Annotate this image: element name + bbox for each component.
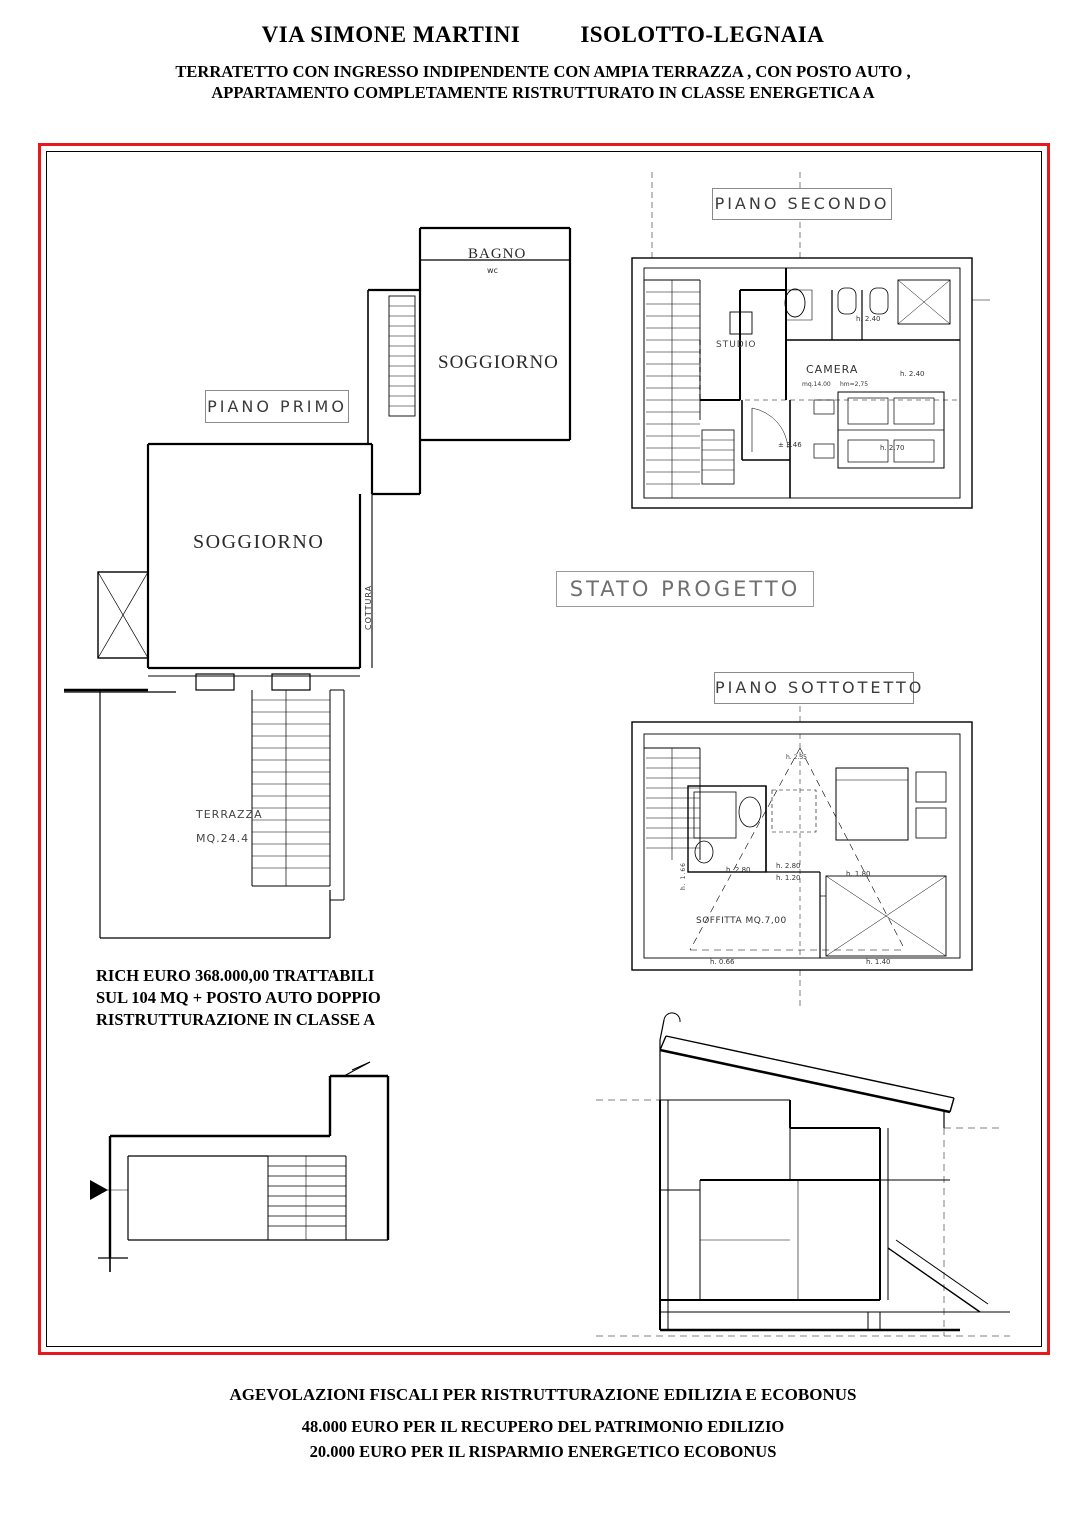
room-label-studio: STUDIO (716, 340, 757, 350)
room-label-bagno: BAGNO (468, 246, 527, 262)
room-label-terrazza: TERRAZZA (196, 808, 263, 821)
price-line-2: SUL 104 MQ + POSTO AUTO DOPPIO (96, 988, 381, 1007)
price-line-3: RISTRUTTURAZIONE IN CLASSE A (96, 1010, 376, 1029)
dim-h066: h. 0.66 (710, 958, 735, 966)
footer-line-2: 48.000 EURO PER IL RECUPERO DEL PATRIMONIO EDILIZIO (301, 1417, 785, 1436)
street-title: VIA SIMONE MARTINI (261, 22, 521, 47)
dim-h346: ± 3.46 (778, 441, 802, 449)
subtitle-line-2: APPARTAMENTO COMPLETAMENTE RISTRUTTURATO IN CLASSE ENERGETICA A (211, 83, 875, 102)
room-label-camera-mq: mq.14.00 (802, 381, 831, 388)
dim-h280: h. 2.80 (726, 866, 751, 874)
price-block (96, 965, 381, 1031)
footer-line-3: 20.000 EURO PER IL RISPARMIO ENERGETICO ECOBONUS (309, 1442, 777, 1461)
label-piano-primo: PIANO PRIMO (205, 390, 349, 423)
dim-h235: h. 2.35 (786, 754, 807, 761)
price-line-1: RICH EURO 368.000,00 TRATTABILI (96, 966, 375, 985)
label-piano-secondo: PIANO SECONDO (712, 188, 892, 220)
subtitle-line-1: TERRATETTO CON INGRESSO INDIPENDENTE CON AMPIA TERRAZZA , CON POSTO AUTO , (175, 62, 911, 81)
room-label-wc: wc (487, 266, 498, 275)
room-label-cottura: COTTURA (364, 584, 373, 630)
page-footer (0, 1385, 1086, 1462)
district-title: ISOLOTTO-LEGNAIA (580, 22, 825, 47)
dim-h120: h. 1.20 (776, 874, 801, 882)
dim-h180: h. 1.80 (846, 870, 871, 878)
dim-h270: h. 2.70 (880, 444, 905, 452)
room-label-soggiorno-main: SOGGIORNO (193, 531, 325, 553)
room-label-camera-hm: hm=2,75 (840, 381, 869, 388)
label-stato-progetto: STATO PROGETTO (556, 571, 814, 607)
footer-line-1: AGEVOLAZIONI FISCALI PER RISTRUTTURAZIONE EDILIZIA E ECOBONUS (229, 1385, 857, 1404)
label-piano-sottotetto: PIANO SOTTOTETTO (714, 672, 914, 704)
dim-h240-camera: h. 2.40 (900, 370, 925, 378)
dim-h280b: h. 2.80 (776, 862, 801, 870)
room-label-camera: CAMERA (806, 363, 859, 376)
room-label-soffitta: SOFFITTA MQ.7,00 (696, 916, 787, 926)
dim-h140: h. 1.40 (866, 958, 891, 966)
section-arrow-icon (90, 1180, 108, 1200)
dim-h166: h. 1.66 (680, 862, 687, 890)
room-label-soggiorno-top: SOGGIORNO (438, 352, 559, 373)
room-label-terrazza-mq: MQ.24.4 (196, 832, 250, 845)
dim-h240-bath: h. 2.40 (856, 315, 881, 323)
